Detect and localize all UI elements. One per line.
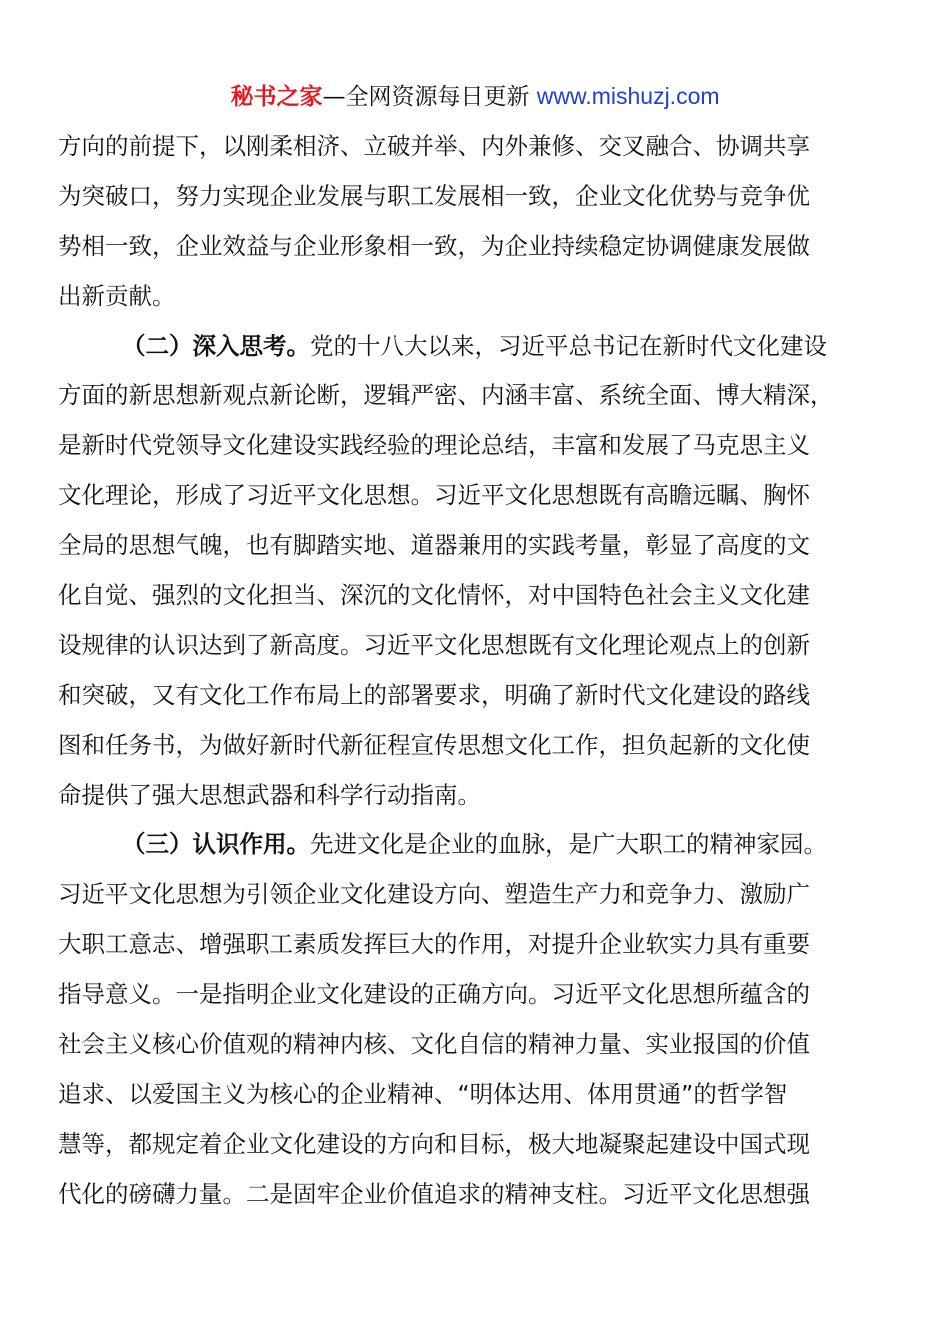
section-lead: （三）认识作用。 — [122, 830, 310, 859]
section-heading-line: （二）深入思考。党的十八大以来，习近平总书记在新时代文化建设 — [122, 331, 827, 360]
page-header — [0, 80, 950, 113]
text-line: 全局的思想气魄，也有脚踏实地、道器兼用的实践考量，彰显了高度的文 — [58, 531, 810, 560]
header-brand: 秘书之家 — [230, 84, 323, 110]
text-line: 是新时代党领导文化建设实践经验的理论总结，丰富和发展了马克思主义 — [58, 431, 810, 460]
text-line: 方面的新思想新观点新论断，逻辑严密、内涵丰富、系统全面、博大精深， — [58, 381, 834, 410]
text-line: 为突破口，努力实现企业发展与职工发展相一致，企业文化优势与竞争优 — [58, 181, 810, 210]
header-site-url[interactable]: www.mishuzj.com — [536, 83, 720, 109]
text-line: 方向的前提下，以刚柔相济、立破并举、内外兼修、交叉融合、协调共享 — [58, 132, 810, 160]
text-line: 命提供了强大思想武器和科学行动指南。 — [58, 780, 481, 809]
section-heading-line: （三）认识作用。先进文化是企业的血脉，是广大职工的精神家园。 — [122, 830, 827, 859]
text-line: 出新贡献。 — [58, 281, 176, 310]
text-line: 慧等，都规定着企业文化建设的方向和目标，极大地凝聚起建设中国式现 — [58, 1129, 810, 1158]
text-line: 势相一致，企业效益与企业形象相一致，为企业持续稳定协调健康发展做 — [58, 231, 810, 260]
document-body — [58, 122, 888, 1220]
text-line: 指导意义。一是指明企业文化建设的正确方向。习近平文化思想所蕴含的 — [58, 980, 810, 1009]
text-line: 代化的磅礴力量。二是固牢企业价值追求的精神支柱。习近平文化思想强 — [58, 1179, 810, 1208]
text-line: 图和任务书，为做好新时代新征程宣传思想文化工作，担负起新的文化使 — [58, 730, 810, 759]
text-line: 化自觉、强烈的文化担当、深沉的文化情怀，对中国特色社会主义文化建 — [58, 581, 810, 610]
text-line: 社会主义核心价值观的精神内核、文化自信的精神力量、实业报国的价值 — [58, 1030, 810, 1059]
text-line: 习近平文化思想为引领企业文化建设方向、塑造生产力和竞争力、激励广 — [58, 880, 810, 909]
text-line: 和突破，又有文化工作布局上的部署要求，明确了新时代文化建设的路线 — [58, 680, 810, 709]
text-line: 文化理论，形成了习近平文化思想。习近平文化思想既有高瞻远瞩、胸怀 — [58, 481, 810, 510]
header-tagline: —全网资源每日更新 — [322, 84, 537, 110]
text-line: 设规律的认识达到了新高度。习近平文化思想既有文化理论观点上的创新 — [58, 630, 810, 659]
section-lead: （二）深入思考。 — [122, 331, 310, 360]
text-line: 追求、以爱国主义为核心的企业精神、“明体达用、体用贯通”的哲学智 — [58, 1079, 788, 1108]
text-line: 大职工意志、增强职工素质发挥巨大的作用，对提升企业软实力具有重要 — [58, 930, 810, 959]
